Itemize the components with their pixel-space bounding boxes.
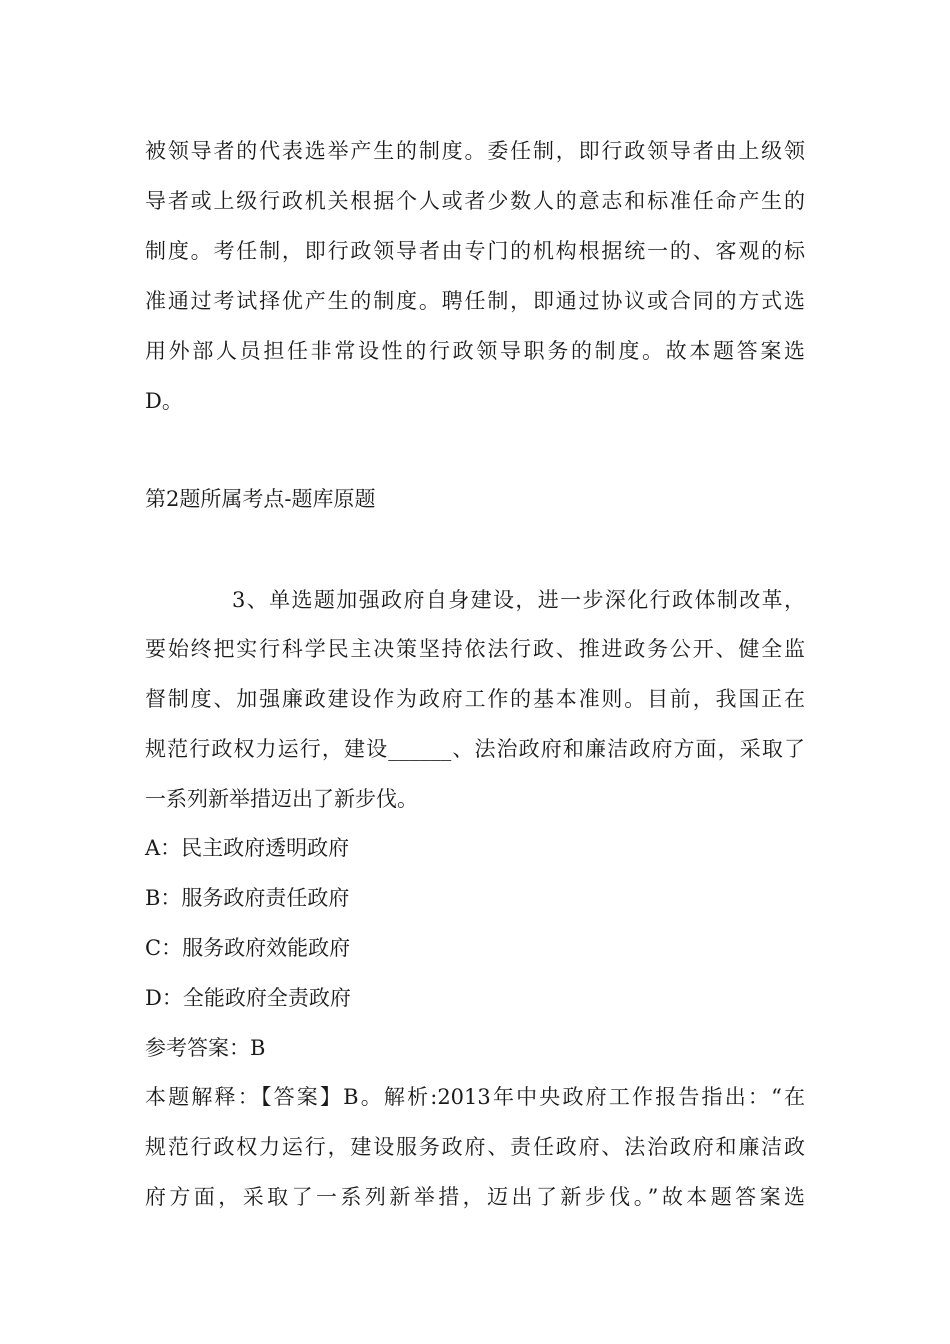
text-line: 导者或上级行政机关根据个人或者少数人的意志和标准任命产生的: [145, 189, 805, 213]
option-b: B：服务政府责任政府: [145, 886, 350, 910]
text-line: 制度。考任制，即行政领导者由专门的机构根据统一的、客观的标: [145, 239, 805, 263]
explanation-line: 本题解释：【答案】B。解析:2013年中央政府工作报告指出：“在: [145, 1085, 805, 1109]
question-line: 督制度、加强廉政建设作为政府工作的基本准则。目前，我国正在: [145, 687, 805, 711]
text-line: 准通过考试择优产生的制度。聘任制，即通过协议或合同的方式选: [145, 289, 805, 313]
text-line: D。: [145, 389, 183, 413]
question-first-line: 3、单选题加强政府自身建设，进一步深化行政体制改革，: [232, 588, 805, 612]
question-line: 规范行政权力运行，建设______、法治政府和廉洁政府方面，采取了: [145, 737, 805, 761]
section-heading: 第2题所属考点-题库原题: [145, 487, 376, 511]
option-d: D：全能政府全责政府: [145, 986, 351, 1010]
question-line: 一系列新举措迈出了新步伐。: [145, 787, 418, 811]
reference-answer: 参考答案：B: [145, 1036, 266, 1060]
text-line: 被领导者的代表选举产生的制度。委任制，即行政领导者由上级领: [145, 139, 805, 163]
text-line: 用外部人员担任非常设性的行政领导职务的制度。故本题答案选: [145, 339, 805, 363]
explanation-line: 规范行政权力运行，建设服务政府、责任政府、法治政府和廉洁政: [145, 1135, 805, 1159]
option-c: C：服务政府效能政府: [145, 936, 351, 960]
option-a: A：民主政府透明政府: [145, 836, 350, 860]
explanation-line: 府方面，采取了一系列新举措，迈出了新步伐。”故本题答案选: [145, 1185, 805, 1209]
question-line: 要始终把实行科学民主决策坚持依法行政、推进政务公开、健全监: [145, 637, 805, 661]
